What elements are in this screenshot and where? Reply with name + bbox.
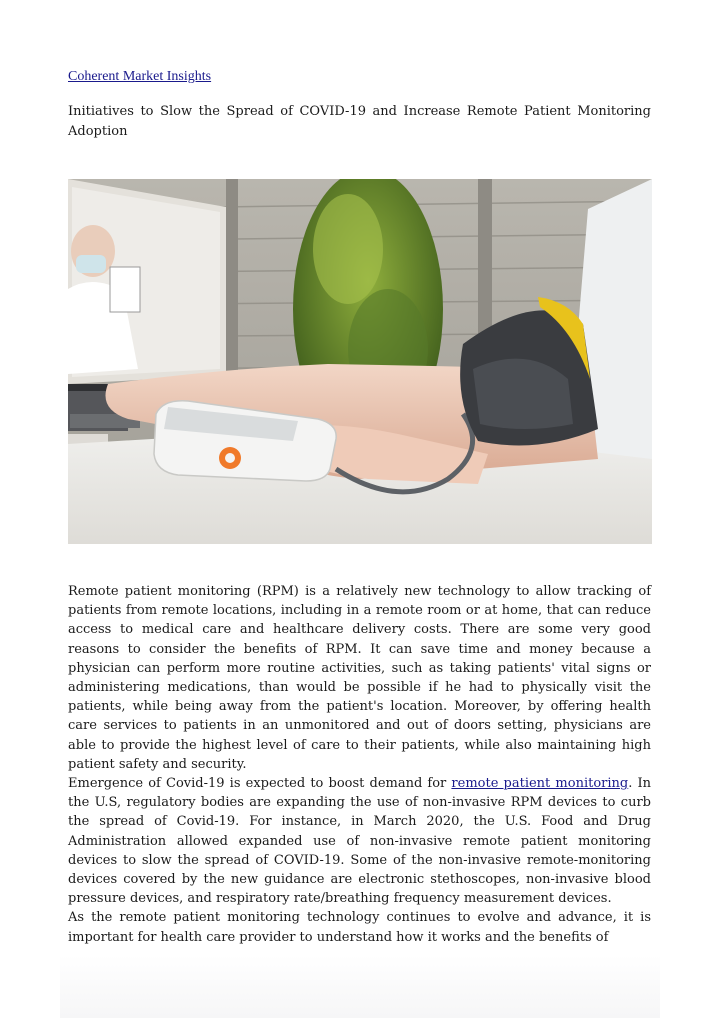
paragraph-covid-lead: Emergence of Covid-19 is expected to boost demand for [68,776,452,792]
paragraph-evolve: As the remote patient monitoring technology continues to evolve and advance, it is important for health care provider to understand how it works and the benefits of [68,910,651,945]
article-title: Initiatives to Slow the Spread of COVID-19 and Increase Remote Patient Monitoring Adoption [68,104,651,139]
source-link[interactable]: Coherent Market Insights [68,69,212,84]
paragraph-intro: Remote patient monitoring (RPM) is a relatively new technology to allow tracking of patients from remote locations, including in a remote room or at home, that can reduce access to medical care and healthcare delivery costs. There are some very good reasons to consider the benefits of RPM. It can save time and money because a physician can perform more routine activities, such as taking patients' vital signs or administering medications, than would be possible if he had to physically visit the patients, while being away from the patient's location. Moreover, by offering health care services to patients in an unmonitored and out of doors setting, physicians are able to provide the highest level of care to their patients, while also maintaining high patient safety and security. [68,584,651,772]
article-body [68,582,651,947]
paragraph-covid [68,774,651,908]
paragraph-covid-rest: . In the U.S, regulatory bodies are expanding the use of non-invasive RPM devices to curb the spread of Covid-19. For instance, in March 2020, the U.S. Food and Drug Administration allowed expanded use of non-invasive remote patient monitoring devices to slow the spread of COVID-19. Some of the non-invasive remote-monitoring devices covered by the new guidance are electronic stethoscopes, non-invasive blood pressure devices, and respiratory rate/breathing frequency measurement devices. [68,776,651,907]
page-bottom-fade [60,955,660,1018]
article-photo [68,179,652,544]
remote-patient-monitoring-link[interactable]: remote patient monitoring [451,776,629,792]
